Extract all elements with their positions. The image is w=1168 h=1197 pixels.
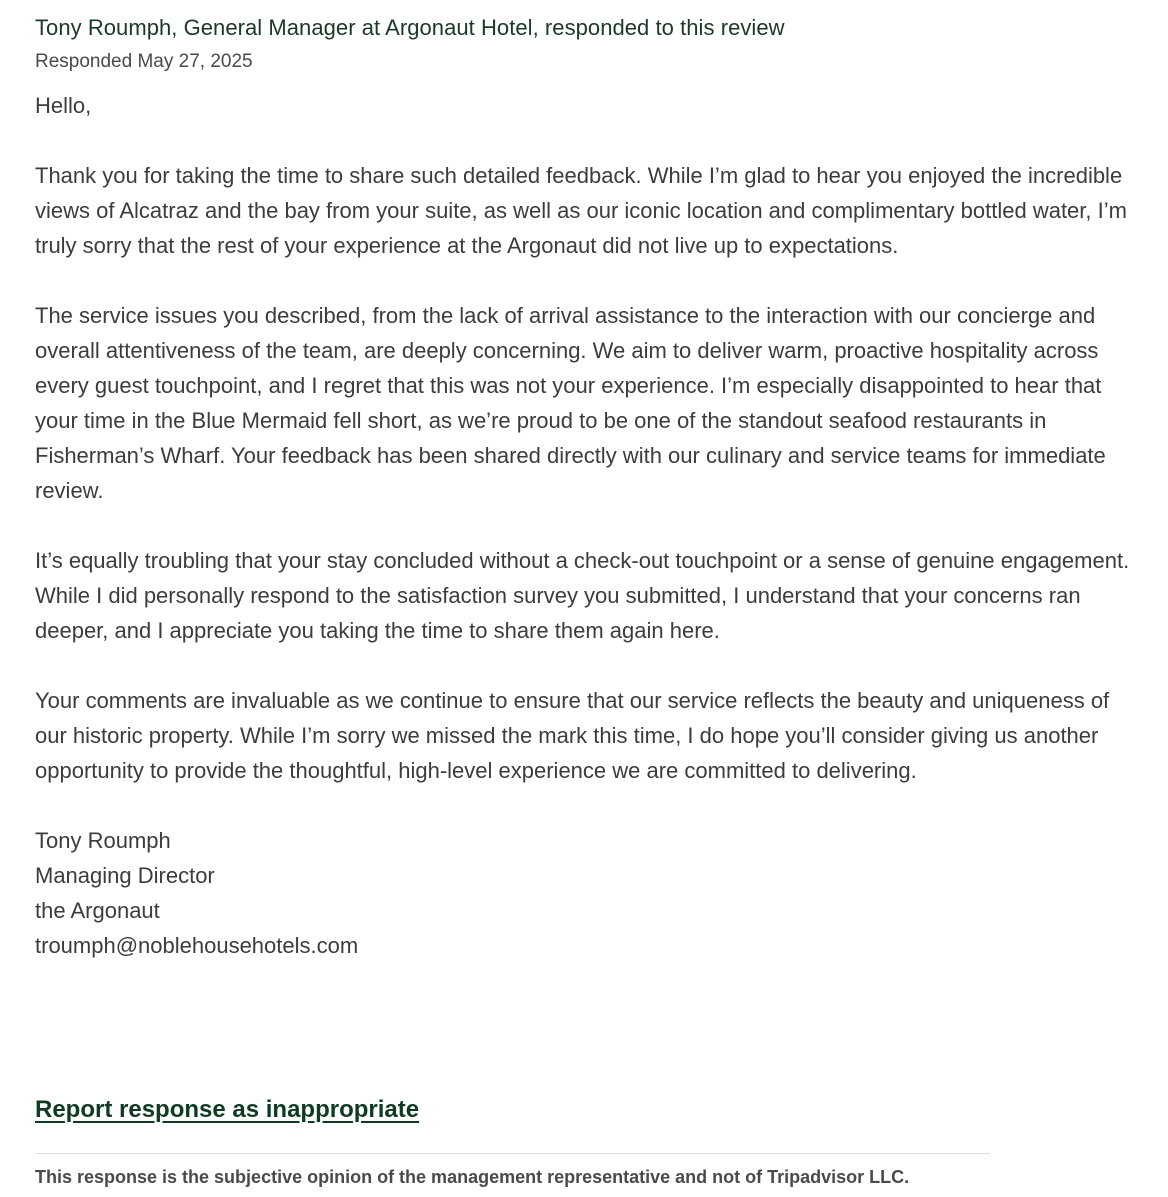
response-body — [35, 88, 1145, 963]
report-response-link[interactable]: Report response as inappropriate — [35, 1096, 420, 1123]
signature-property: the Argonaut — [35, 898, 160, 923]
response-paragraph: Your comments are invaluable as we continue to ensure that our service reflects the beauty and uniqueness of our historic property. While I’m sorry we missed the mark this time, I do hope you’ll consider giving us another opportunity to provide the thoughtful, high-level experience we are committed to delivering. — [35, 688, 1110, 783]
response-paragraph: The service issues you described, from the lack of arrival assistance to the interaction with our concierge and overall attentiveness of the team, are deeply concerning. We aim to deliver warm, proactive hospitality across every guest touchpoint, and I regret that this was not your experience. I’m especially disappointed to hear that your time in the Blue Mermaid fell short, as we’re proud to be one of the standout seafood restaurants in Fisherman’s Wharf. Your feedback has been shared directly with our culinary and service teams for immediate review. — [35, 303, 1106, 503]
signature-block — [35, 823, 1145, 963]
response-date: Responded May 27, 2025 — [35, 51, 253, 72]
responder-line: Tony Roumph, General Manager at Argonaut Hotel, responded to this review — [35, 15, 785, 40]
response-paragraph: Thank you for taking the time to share such detailed feedback. While I’m glad to hear you enjoyed the incredible views of Alcatraz and the bay from your suite, as well as our iconic location and complimentary bottled water, I’m truly sorry that the rest of your experience at the Argonaut did not live up to expectations. — [35, 163, 1127, 258]
disclaimer-text: This response is the subjective opinion of the management representative and not of Tripadvisor LLC. — [35, 1167, 910, 1187]
signature-title: Managing Director — [35, 863, 215, 888]
divider — [35, 1153, 990, 1154]
signature-name: Tony Roumph — [35, 828, 171, 853]
response-paragraph: It’s equally troubling that your stay concluded without a check-out touchpoint or a sense of genuine engagement. While I did personally respond to the satisfaction survey you submitted, I understand that your concerns ran deeper, and I appreciate you taking the time to share them again here. — [35, 548, 1130, 643]
greeting: Hello, — [35, 93, 92, 118]
signature-email: troumph@noblehousehotels.com — [35, 933, 359, 958]
